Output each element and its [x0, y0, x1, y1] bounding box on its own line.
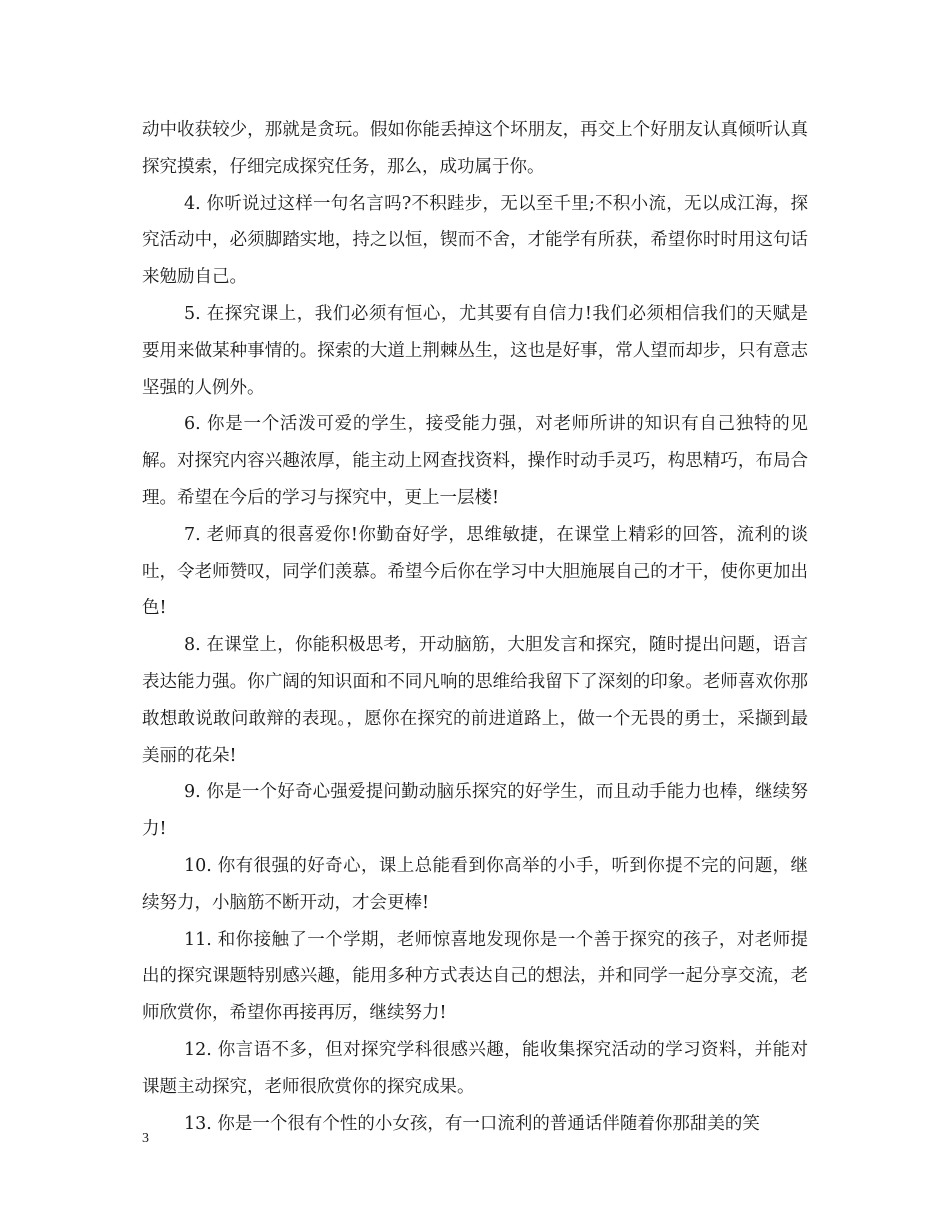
- paragraph-6: 9. 你是一个好奇心强爱提问勤动脑乐探究的好学生，而且动手能力也棒，继续努力!: [142, 782, 808, 840]
- paragraph-9: 12. 你言语不多，但对探究学科很感兴趣，能收集探究活动的学习资料，并能对课题主动探究，老师很欣赏你的探究成果。: [142, 1039, 808, 1097]
- document-body: [142, 112, 808, 1142]
- page-number: 3: [142, 1131, 149, 1146]
- paragraph-0: 动中收获较少，那就是贪玩。假如你能丢掉这个坏朋友，再交上个好朋友认真倾听认真探究摸索，仔细完成探究任务，那么，成功属于你。: [142, 120, 808, 177]
- paragraph-1: 4. 你听说过这样一句名言吗?不积跬步，无以至千里;不积小流，无以成江海，探究活动中，必须脚踏实地，持之以恒，锲而不舍，才能学有所获，希望你时时用这句话来勉励自己。: [142, 193, 808, 288]
- paragraph-4: 7. 老师真的很喜爱你!你勤奋好学，思维敏捷，在课堂上精彩的回答，流利的谈吐，令老师赞叹，同学们羡慕。希望今后你在学习中大胆施展自己的才干，使你更加出色!: [142, 524, 808, 619]
- paragraph-2: 5. 在探究课上，我们必须有恒心，尤其要有自信力!我们必须相信我们的天赋是要用来做某种事情的。探索的大道上荆棘丛生，这也是好事，常人望而却步，只有意志坚强的人例外。: [142, 303, 808, 398]
- paragraph-5: 8. 在课堂上，你能积极思考，开动脑筋，大胆发言和探究，随时提出问题，语言表达能力强。你广阔的知识面和不同凡响的思维给我留下了深刻的印象。老师喜欢你那敢想敢说敢问敢辩的表现。，愿你在探究的前进道路上，做一个无畏的勇士，采撷到最美丽的花朵!: [142, 635, 808, 766]
- paragraph-10: 13. 你是一个很有个性的小女孩，有一口流利的普通话伴随着你那甜美的笑: [184, 1113, 760, 1134]
- paragraph-3: 6. 你是一个活泼可爱的学生，接受能力强，对老师所讲的知识有自己独特的见解。对探究内容兴趣浓厚，能主动上网查找资料，操作时动手灵巧，构思精巧，布局合理。希望在今后的学习与探究中，更上一层楼!: [142, 414, 808, 508]
- paragraph-8: 11. 和你接触了一个学期，老师惊喜地发现你是一个善于探究的孩子，对老师提出的探究课题特别感兴趣，能用多种方式表达自己的想法，并和同学一起分享交流，老师欣赏你，希望你再接再厉，继续努力!: [142, 929, 808, 1024]
- paragraph-7: 10. 你有很强的好奇心，课上总能看到你高举的小手，听到你提不完的问题，继续努力，小脑筋不断开动，才会更棒!: [142, 855, 808, 913]
